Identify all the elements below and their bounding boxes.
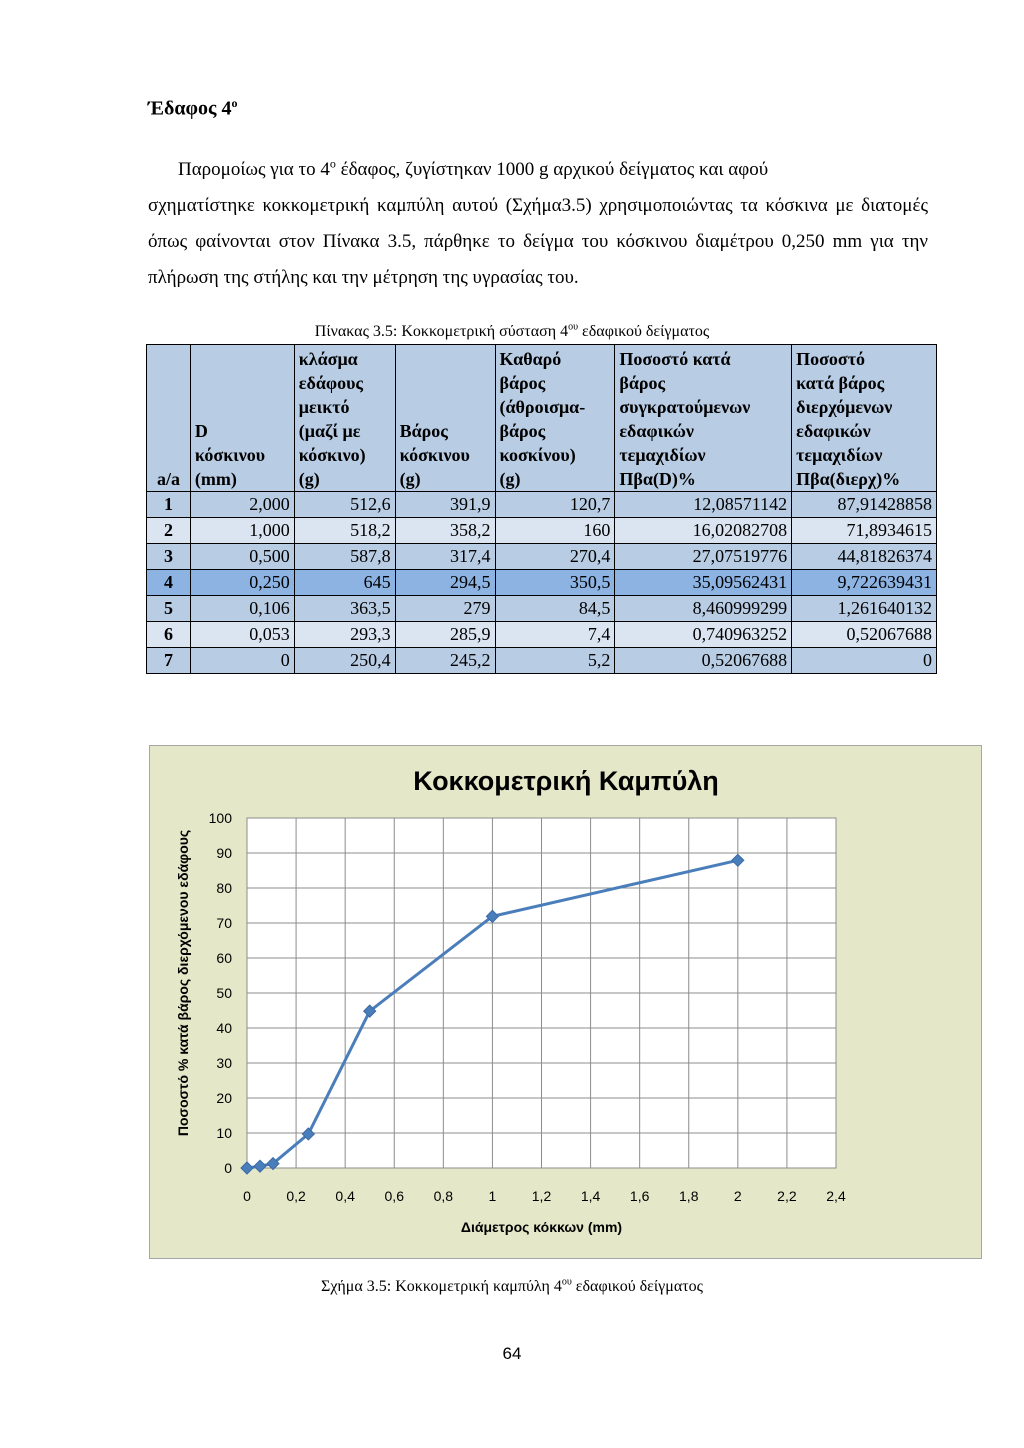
table-cell: 279: [395, 596, 495, 622]
y-tick-label: 100: [208, 810, 232, 826]
table-cell: 245,2: [395, 648, 495, 674]
table-cell: 645: [294, 570, 395, 596]
table-row: [147, 648, 937, 674]
x-tick-label: 2: [733, 1188, 742, 1204]
y-tick-label: 60: [216, 950, 232, 966]
table-cell: 294,5: [395, 570, 495, 596]
table-cell: 1,000: [190, 518, 294, 544]
x-tick-label: 0,6: [384, 1188, 404, 1204]
table-cell: 0,106: [190, 596, 294, 622]
header-line: Πβα(διερχ)%: [796, 469, 901, 489]
header-line: εδαφικών: [619, 421, 694, 441]
y-tick-label: 50: [216, 985, 232, 1001]
body-paragraph: Παρομοίως για το $4^o$ έδαφος, ζυγίστηκαν 1000 g αρχικού δείγματος και αφού σχηματίστηκε κοκκομετρική καμπύλη αυτού (Σχήμα3.5) χρησιμοποιώντας τα κόσκινα με διατομές όπως φαίνονται στον Πίνακα 3.5, πάρθηκε το δείγμα του κόσκινου διαμέτρου 0,250 mm για την πλήρωση της στήλης και την μέτρηση της υγρασίας του.: [148, 156, 929, 288]
header-line: συγκρατούμενων: [619, 397, 751, 417]
header-line: (g): [399, 469, 421, 489]
table-cell: 317,4: [395, 544, 495, 570]
header-line: (άθροισμα-: [499, 397, 586, 417]
table-cell: 160: [495, 518, 615, 544]
page-number: 64: [502, 1344, 522, 1363]
header-line: (mm): [194, 469, 237, 489]
header-line: Ποσοστό κατά: [619, 349, 731, 369]
header-line: (g): [499, 469, 521, 489]
table-cell: 363,5: [294, 596, 395, 622]
y-tick-label: 90: [216, 845, 232, 861]
table-cell: 2,000: [190, 492, 294, 518]
table-header-cell: [395, 345, 495, 492]
table-cell: 0,52067688: [792, 622, 937, 648]
header-line: a/a: [156, 469, 180, 489]
header-line: D: [194, 421, 208, 441]
header-line: κοσκίνου): [499, 445, 576, 465]
figure-caption: Σχήμα 3.5: Κοκκομετρική καμπύλη $4^{o\upsilon}$ εδαφικού δείγματος: [321, 1276, 703, 1295]
table-cell: 518,2: [294, 518, 395, 544]
table-cell: 0: [190, 648, 294, 674]
table-cell: 8,460999299: [615, 596, 792, 622]
table-header-cell: [294, 345, 395, 492]
y-tick-label: 30: [216, 1055, 232, 1071]
x-tick-label: 2,2: [777, 1188, 797, 1204]
grain-size-chart: [150, 746, 983, 1260]
table-cell: 9,722639431: [792, 570, 937, 596]
table-row: [147, 622, 937, 648]
header-line: κόσκινου: [399, 445, 470, 465]
header-line: Ποσοστό: [796, 349, 866, 369]
table-cell: 587,8: [294, 544, 395, 570]
y-tick-label: 10: [216, 1125, 232, 1141]
x-tick-label: 1,6: [629, 1188, 650, 1204]
table-row: [147, 596, 937, 622]
header-line: βάρος: [619, 373, 666, 393]
table-cell: 0,740963252: [615, 622, 792, 648]
x-tick-label: 1,4: [580, 1188, 601, 1204]
header-line: κόσκινου: [194, 445, 266, 465]
x-tick-label: 0,2: [286, 1188, 306, 1204]
x-tick-label: 1,2: [531, 1188, 552, 1204]
table-cell: 12,08571142: [615, 492, 792, 518]
table-cell: 3: [147, 544, 191, 570]
table-cell: 0,500: [190, 544, 294, 570]
table-header-cell: [147, 345, 191, 492]
table-header-cell: [190, 345, 294, 492]
table-cell: 16,02082708: [615, 518, 792, 544]
table-cell: 0,053: [190, 622, 294, 648]
x-tick-label: 1,8: [679, 1188, 699, 1204]
header-line: κόσκινο): [298, 445, 366, 465]
table-cell: 87,91428858: [792, 492, 937, 518]
table-cell: 4: [147, 570, 191, 596]
header-line: Βάρος: [399, 421, 448, 441]
table-cell: 293,3: [294, 622, 395, 648]
table-cell: 391,9: [395, 492, 495, 518]
header-line: (μαζί με: [298, 421, 361, 441]
table-cell: 0,52067688: [615, 648, 792, 674]
header-line: (g): [298, 469, 320, 489]
header-line: τεμαχιδίων: [619, 445, 706, 465]
table-cell: 250,4: [294, 648, 395, 674]
table-cell: 0: [792, 648, 937, 674]
table-cell: 6: [147, 622, 191, 648]
header-line: εδάφους: [298, 373, 364, 393]
y-tick-label: 0: [224, 1160, 232, 1176]
table-caption: Πίνακας 3.5: Κοκκομετρική σύσταση $4^{o\upsilon}$ εδαφικού δείγματος: [314, 321, 710, 340]
header-line: βάρος: [499, 373, 546, 393]
chart-title: Κοκκομετρική Καμπύλη: [413, 766, 719, 796]
y-tick-label: 80: [216, 880, 232, 896]
y-tick-label: 20: [216, 1090, 232, 1106]
table-cell: 2: [147, 518, 191, 544]
table-cell: 71,8934615: [792, 518, 937, 544]
x-axis-label: Διάμετρος κόκκων (mm): [460, 1219, 623, 1235]
table-cell: 5: [147, 596, 191, 622]
y-axis-label: Ποσοστό % κατά βάρος διερχόμενου εδάφους: [175, 829, 191, 1137]
header-line: τεμαχιδίων: [796, 445, 883, 465]
table-cell: 1,261640132: [792, 596, 937, 622]
header-line: Πβα(D)%: [619, 469, 696, 489]
table-header-cell: [495, 345, 615, 492]
table-cell: 84,5: [495, 596, 615, 622]
table-cell: 350,5: [495, 570, 615, 596]
table-header-row: [147, 345, 937, 492]
x-tick-label: 2,4: [826, 1188, 846, 1204]
header-line: κατά βάρος: [796, 373, 885, 393]
table-cell: 7: [147, 648, 191, 674]
table-header-cell: [615, 345, 792, 492]
header-line: βάρος: [499, 421, 546, 441]
table-cell: 1: [147, 492, 191, 518]
table-cell: 44,81826374: [792, 544, 937, 570]
header-line: διερχόμενων: [796, 397, 893, 417]
table-row: [147, 492, 937, 518]
header-line: εδαφικών: [796, 421, 871, 441]
y-tick-label: 40: [216, 1020, 232, 1036]
table-cell: 7,4: [495, 622, 615, 648]
table-cell: 0,250: [190, 570, 294, 596]
table-cell: 27,07519776: [615, 544, 792, 570]
x-tick-label: 0: [243, 1188, 251, 1204]
header-line: Καθαρό: [499, 349, 562, 369]
table-row: [147, 544, 937, 570]
section-heading: Έδαφος $4^o$: [148, 96, 238, 120]
table-header-cell: [792, 345, 937, 492]
y-tick-label: 70: [216, 915, 232, 931]
table-cell: 35,09562431: [615, 570, 792, 596]
table-row: [147, 570, 937, 596]
table-cell: 285,9: [395, 622, 495, 648]
header-line: μεικτό: [298, 397, 350, 417]
grain-size-table: [146, 344, 937, 674]
table-cell: 358,2: [395, 518, 495, 544]
x-tick-label: 1: [488, 1188, 497, 1204]
x-tick-label: 0,4: [335, 1188, 355, 1204]
table-cell: 512,6: [294, 492, 395, 518]
table-row: [147, 518, 937, 544]
chart-container: [149, 745, 982, 1259]
x-tick-label: 0,8: [433, 1188, 454, 1204]
table-cell: 270,4: [495, 544, 615, 570]
header-line: κλάσμα: [298, 349, 358, 369]
table-cell: 5,2: [495, 648, 615, 674]
table-cell: 120,7: [495, 492, 615, 518]
